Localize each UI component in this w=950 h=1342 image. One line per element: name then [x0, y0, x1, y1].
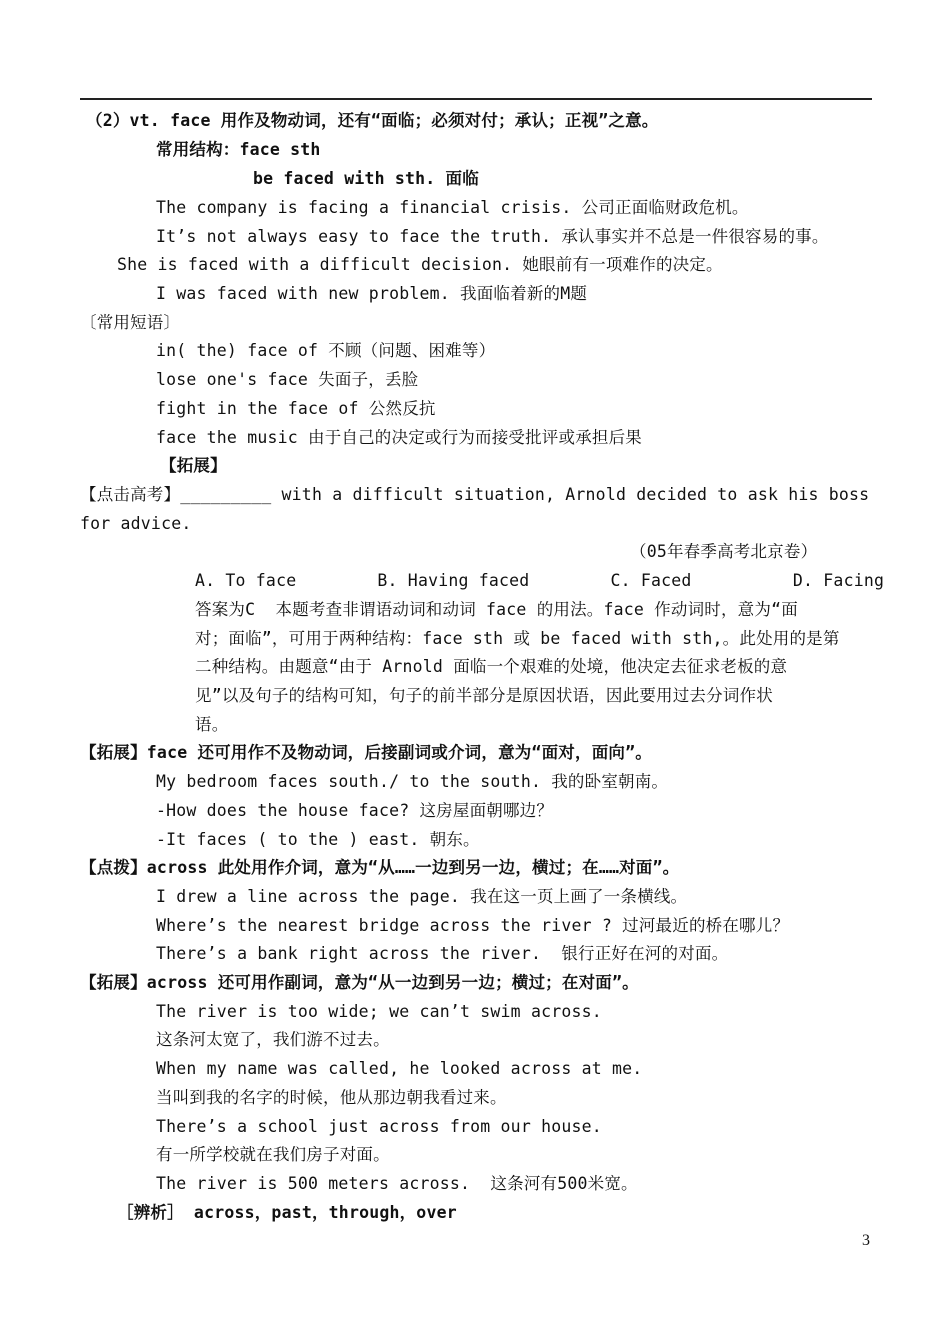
- text-line: ［辨析］ across，past，through，over: [117, 1203, 457, 1222]
- text-line: She is faced with a difficult decision. 她眼前有一项难作的决定。: [117, 255, 723, 274]
- text-line: 【拓展】face 还可用作不及物动词，后接副词或介词，意为“面对，面向”。: [80, 743, 652, 762]
- text-line: 当叫到我的名字的时候，他从那边朝我看过来。: [156, 1088, 507, 1107]
- text-line: It’s not always easy to face the truth. 承认事实并不总是一件很容易的事。: [156, 227, 829, 246]
- text-line: There’s a bank right across the river. 银行正好在河的对面。: [156, 944, 729, 963]
- text-line: （2）vt. face 用作及物动词，还有“面临；必须对付；承认；正视”之意。: [86, 111, 659, 130]
- text-line: 【拓展】across 还可用作副词，意为“从一边到另一边；横过；在对面”。: [80, 973, 639, 992]
- text-line: 答案为C 本题考查非谓语动词和动词 face 的用法。face 作动词时，意为“面: [195, 600, 798, 619]
- text-line: 常用结构：face sth: [156, 140, 321, 159]
- text-line: （05年春季高考北京卷）: [630, 542, 818, 561]
- text-line: be faced with sth. 面临: [253, 169, 479, 188]
- text-line: 【点拨】across 此处用作介词，意为“从……一边到另一边，横过；在……对面”。: [80, 858, 680, 877]
- text-line: 【拓展】: [160, 456, 227, 475]
- text-line: 〔常用短语〕: [80, 313, 181, 332]
- text-line: There’s a school just across from our house.: [156, 1117, 602, 1136]
- text-line: face the music 由于自己的决定或行为而接受批评或承担后果: [156, 428, 643, 447]
- text-line: Where’s the nearest bridge across the river ? 过河最近的桥在哪儿？: [156, 916, 790, 935]
- text-line: 见”以及句子的结构可知，句子的前半部分是原因状语，因此要用过去分词作状: [195, 686, 773, 705]
- text-line: 对；面临”，可用于两种结构：face sth 或 be faced with sth,。此处用的是第: [195, 629, 840, 648]
- text-line: 【点击高考】_________ with a difficult situation, Arnold decided to ask his boss: [80, 485, 870, 504]
- page-number: 3: [862, 1232, 870, 1249]
- text-line: -It faces ( to the ) east. 朝东。: [156, 830, 480, 849]
- text-line: fight in the face of 公然反抗: [156, 399, 436, 418]
- text-line: I was faced with new problem. 我面临着新的M题: [156, 284, 588, 303]
- text-line: in( the) face of 不顾（问题、困难等）: [156, 341, 496, 360]
- text-line: I drew a line across the page. 我在这一页上画了一条横线。: [156, 887, 688, 906]
- header-rule: [80, 98, 872, 100]
- text-line: The river is too wide; we can’t swim across.: [156, 1002, 602, 1021]
- text-line: When my name was called, he looked across at me.: [156, 1059, 643, 1078]
- text-line: 这条河太宽了，我们游不过去。: [156, 1030, 390, 1049]
- text-line: 语。: [195, 715, 229, 734]
- text-line: lose one's face 失面子，丢脸: [156, 370, 419, 389]
- text-line: for advice.: [80, 514, 192, 533]
- text-line: A. To face B. Having faced C. Faced D. Facing: [195, 571, 885, 590]
- text-line: The river is 500 meters across. 这条河有500米宽。: [156, 1174, 638, 1193]
- text-line: -How does the house face? 这房屋面朝哪边？: [156, 801, 554, 820]
- text-line: 有一所学校就在我们房子对面。: [156, 1145, 390, 1164]
- text-line: 二种结构。由题意“由于 Arnold 面临一个艰难的处境，他决定去征求老板的意: [195, 657, 788, 676]
- text-line: The company is facing a financial crisis. 公司正面临财政危机。: [156, 198, 749, 217]
- text-line: My bedroom faces south./ to the south. 我的卧室朝南。: [156, 772, 669, 791]
